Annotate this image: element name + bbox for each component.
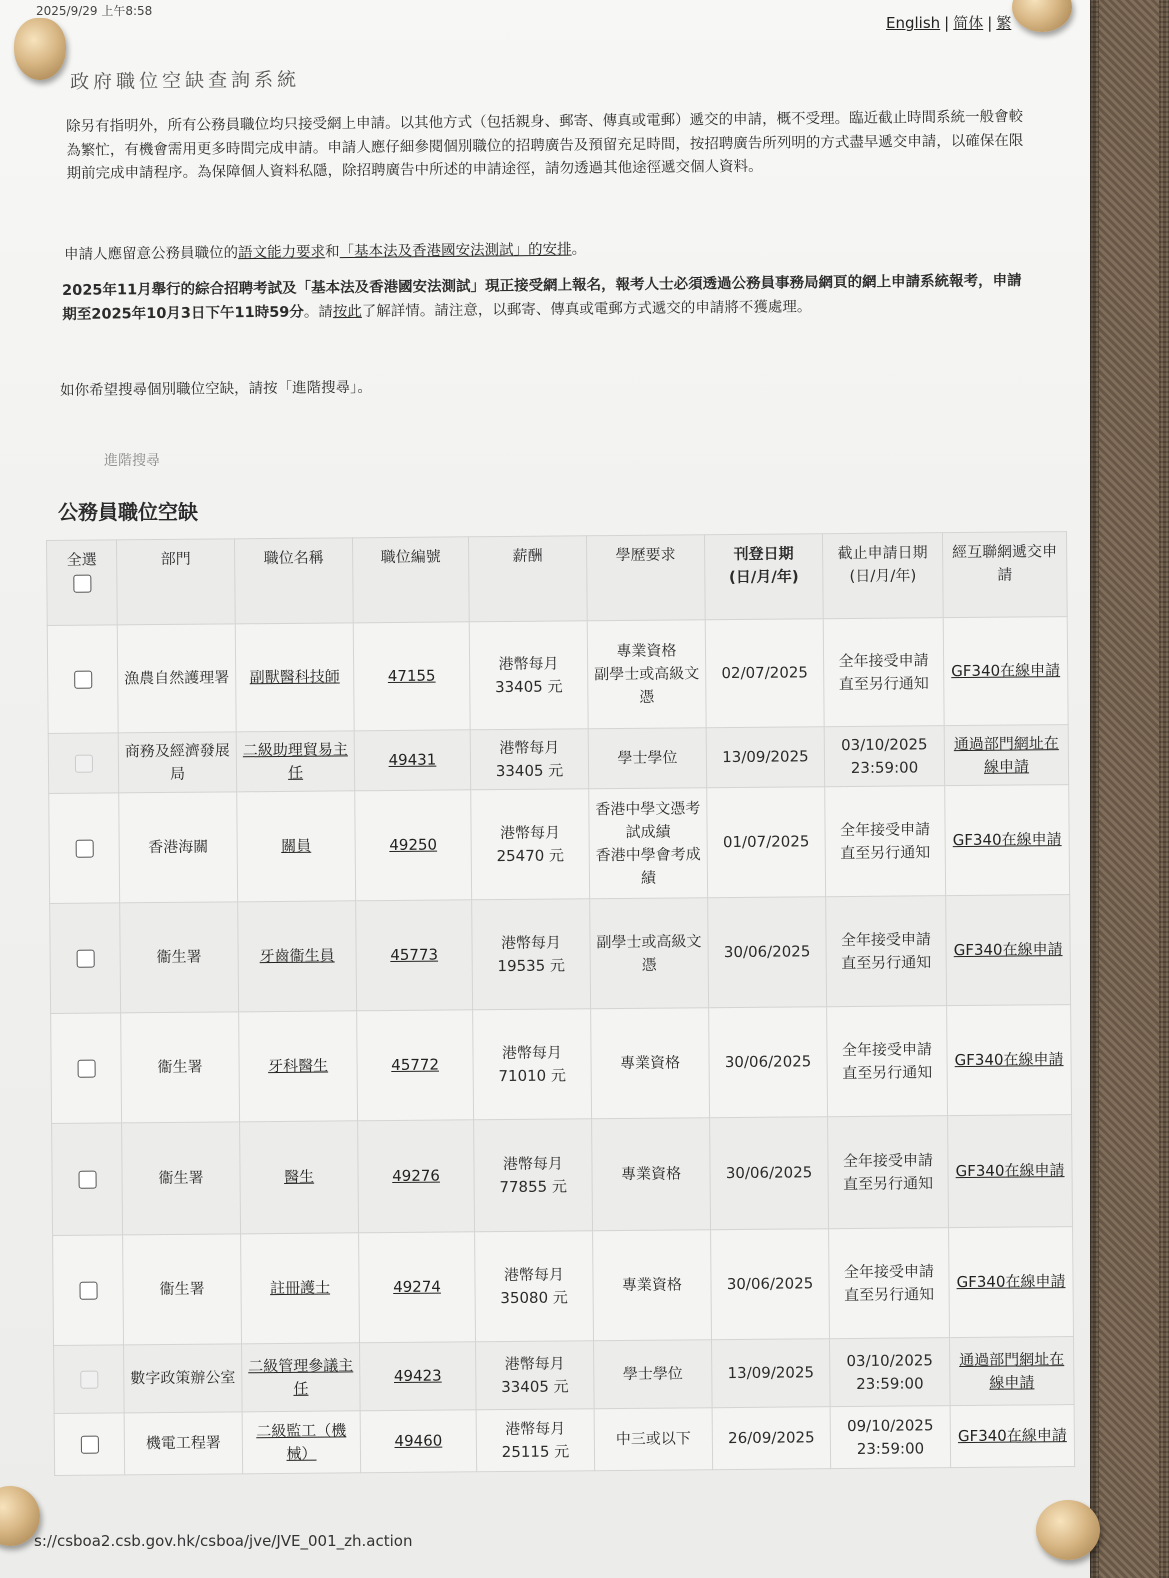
p3-part-b: 。請 xyxy=(303,303,333,320)
intro-paragraph-1: 除另有指明外，所有公務員職位均只接受網上申請。以其他方式（包括親身、郵寄、傳真或電郵）遞交的申請，概不受理。臨近截止時間系統一般會較為繁忙，有機會需用更多時間完成申請。申請人應仔細參閱個別職位的招聘廣告及預留充足時間，按招聘廣告所列明的方式盡早遞交申請，以確保在限期前完成申請程序。為保障個人資料私隱，除招聘廣告中所述的申請途徑，請勿透過其他途徑遞交個人資料。 xyxy=(66,108,1024,182)
cell-post-title xyxy=(240,1121,359,1234)
table-row xyxy=(48,725,1068,794)
cell-publish-date xyxy=(705,619,824,728)
row-checkbox-cell xyxy=(52,1123,123,1236)
p2-suffix: 。 xyxy=(571,241,587,258)
cell-education-text: 香港中學文憑考試成績 香港中學會考成績 xyxy=(595,798,701,887)
table-row xyxy=(47,617,1068,734)
online-apply-link[interactable]: GF340在線申請 xyxy=(954,1050,1064,1070)
table-row xyxy=(49,785,1070,904)
advanced-search-button[interactable]: 進階搜尋 xyxy=(104,453,160,469)
table-row xyxy=(53,1227,1074,1346)
cell-education-text: 專業資格 xyxy=(620,1164,682,1184)
cell-education xyxy=(589,788,708,899)
cell-salary-text: 港幣每月 33405 元 xyxy=(501,1354,569,1396)
online-apply-link[interactable]: GF340在線申請 xyxy=(951,661,1061,681)
cell-closing-date-text: 全年接受申請 直至另行通知 xyxy=(842,1150,934,1193)
cell-post-title xyxy=(235,623,354,732)
online-apply-link[interactable]: GF340在線申請 xyxy=(957,1426,1067,1446)
post-no-link[interactable]: 49274 xyxy=(393,1277,441,1296)
post-no-link[interactable]: 49423 xyxy=(393,1366,442,1385)
cell-closing-date xyxy=(824,726,945,787)
cell-department-text: 衞生署 xyxy=(159,1279,205,1299)
cell-education-text: 專業資格 xyxy=(621,1275,683,1295)
lang-simplified-link[interactable]: 简体 xyxy=(953,14,984,32)
cell-department-text: 衞生署 xyxy=(158,1168,204,1188)
cell-department xyxy=(124,1344,243,1413)
header-education: 學歷要求 xyxy=(586,535,705,621)
lang-english-link[interactable]: English xyxy=(886,14,941,32)
online-apply-link[interactable]: 通過部門網址在線申請 xyxy=(953,733,1059,776)
cell-closing-date-text: 全年接受申請 直至另行通知 xyxy=(843,1261,935,1304)
header-department: 部門 xyxy=(117,539,236,625)
table-header-row xyxy=(47,532,1068,626)
cell-department xyxy=(117,624,236,733)
cell-education-text: 專業資格 副學士或高級文憑 xyxy=(594,641,700,706)
cell-publish-date-text: 30/06/2025 xyxy=(726,1274,814,1294)
cell-publish-date-text: 13/09/2025 xyxy=(722,747,809,767)
post-no-link[interactable]: 47155 xyxy=(387,666,436,686)
cell-publish-date-text: 26/09/2025 xyxy=(728,1428,815,1448)
cell-department-text: 商務及經濟發展局 xyxy=(124,740,230,783)
post-title-link[interactable]: 醫生 xyxy=(283,1167,315,1186)
online-apply-link[interactable]: GF340在線申請 xyxy=(952,830,1062,850)
cell-department xyxy=(120,902,239,1013)
cell-closing-date-text: 全年接受申請 直至另行通知 xyxy=(839,819,931,862)
online-apply-link[interactable]: 通過部門網址在線申請 xyxy=(959,1349,1065,1392)
cell-closing-date xyxy=(830,1406,951,1469)
cell-salary-text: 港幣每月 77855 元 xyxy=(499,1154,567,1196)
page-url: s://csboa2.csb.gov.hk/csboa/jve/JVE_001_zh.action xyxy=(34,1532,413,1550)
post-no-link[interactable]: 49460 xyxy=(394,1431,443,1450)
online-apply-link[interactable]: GF340在線申請 xyxy=(955,1161,1065,1181)
cell-salary-text: 港幣每月 25470 元 xyxy=(496,823,565,865)
cell-post-title xyxy=(239,1011,358,1122)
row-checkbox xyxy=(80,1370,98,1388)
cell-post-title xyxy=(242,1343,361,1412)
cell-post-no xyxy=(360,1410,477,1473)
cell-online-apply xyxy=(948,1115,1073,1228)
cell-salary xyxy=(470,729,589,790)
row-checkbox[interactable] xyxy=(80,1435,98,1453)
cell-publish-date-text: 13/09/2025 xyxy=(727,1363,815,1383)
cell-education-text: 副學士或高級文憑 xyxy=(596,931,702,974)
vacancy-table xyxy=(46,531,1075,1476)
cell-online-apply xyxy=(946,895,1071,1006)
row-checkbox-cell xyxy=(49,793,120,904)
cell-salary xyxy=(471,789,590,900)
cell-salary-text: 港幣每月 35080 元 xyxy=(500,1265,568,1307)
cell-salary xyxy=(469,621,588,730)
language-requirement-link[interactable]: 語文能力要求 xyxy=(238,244,326,262)
cell-closing-date-text: 09/10/2025 23:59:00 xyxy=(846,1415,934,1458)
cell-publish-date-text: 02/07/2025 xyxy=(721,663,808,683)
intro-paragraph-2 xyxy=(64,234,1024,268)
cell-department xyxy=(124,1412,243,1475)
p3-part-a: 2025年11月舉行的綜合招聘考試及「基本法及香港國安法測試」現正接受網上報名，報考人士必須透過公務員事務局網頁的網上申請系統報考，申請期至 xyxy=(62,272,1022,323)
cell-salary xyxy=(472,899,591,1010)
cell-post-title xyxy=(238,901,357,1012)
table-row xyxy=(50,895,1071,1014)
cell-publish-date-text: 30/06/2025 xyxy=(724,1052,812,1072)
cell-post-no xyxy=(355,790,472,901)
p2-prefix: 申請人應留意公務員職位的 xyxy=(64,245,239,263)
cell-education-text: 中三或以下 xyxy=(615,1429,691,1449)
click-here-link[interactable]: 按此 xyxy=(332,303,362,320)
cell-department-text: 香港海關 xyxy=(148,837,209,857)
cell-department-text: 衞生署 xyxy=(156,947,202,967)
cell-publish-date xyxy=(706,727,825,788)
cell-department-text: 衞生署 xyxy=(157,1057,203,1077)
cell-publish-date xyxy=(708,897,827,1008)
cell-education xyxy=(587,620,706,729)
language-switcher: English | 简体 | 繁 xyxy=(886,14,1012,32)
row-checkbox[interactable] xyxy=(77,1059,95,1077)
fabric-strap xyxy=(1088,0,1169,1578)
cell-online-apply xyxy=(950,1405,1075,1468)
cell-education xyxy=(594,1408,713,1471)
row-checkbox[interactable] xyxy=(76,949,94,967)
intro-paragraph-4: 如你希望搜尋個別職位空缺，請按「進階搜尋」。 xyxy=(60,379,372,399)
header-post-no: 職位編號 xyxy=(352,537,469,623)
cell-closing-date-text: 全年接受申請 直至另行通知 xyxy=(841,1039,933,1082)
select-all-label: 全選 xyxy=(66,550,97,569)
cell-post-title xyxy=(241,1233,360,1344)
system-title: 政府職位空缺查詢系統 xyxy=(69,68,301,94)
post-no-link[interactable]: 49431 xyxy=(388,750,437,770)
header-select-all xyxy=(47,540,118,626)
cell-post-title xyxy=(237,791,356,902)
post-title-link[interactable]: 二級監工（機械） xyxy=(256,1420,347,1463)
p3-part-c: 了解詳情。請注意，以郵寄、傳真或電郵方式遞交的申請將不獲處理。 xyxy=(361,298,812,320)
cell-post-no xyxy=(357,1010,474,1121)
row-checkbox-cell xyxy=(50,903,121,1014)
header-online-apply: 經互聯網遞交申請 xyxy=(942,532,1067,618)
cell-online-apply xyxy=(945,785,1070,896)
cell-salary-text: 港幣每月 33405 元 xyxy=(495,738,564,780)
cell-education xyxy=(593,1230,712,1341)
cell-education xyxy=(588,728,707,789)
push-pin-top-left xyxy=(14,18,66,80)
header-closing-date: 截止申請日期 (日/月/年) xyxy=(822,533,943,619)
row-checkbox-cell xyxy=(47,625,118,734)
cell-department-text: 漁農自然護理署 xyxy=(124,668,230,688)
cell-post-no xyxy=(353,622,470,731)
row-checkbox[interactable] xyxy=(75,839,93,857)
cell-publish-date-text: 01/07/2025 xyxy=(722,832,810,852)
cell-department xyxy=(122,1122,241,1235)
row-checkbox-cell xyxy=(48,733,119,794)
vacancy-section-title: 公務員職位空缺 xyxy=(58,500,198,524)
cell-closing-date xyxy=(826,896,947,1007)
cell-closing-date xyxy=(829,1338,950,1407)
cell-online-apply xyxy=(949,1337,1074,1406)
cell-department xyxy=(118,732,237,793)
cell-salary xyxy=(474,1119,593,1232)
cell-post-title xyxy=(242,1411,361,1474)
cell-post-title xyxy=(236,731,355,792)
post-title-link[interactable]: 牙科醫生 xyxy=(268,1056,329,1076)
post-title-link[interactable]: 註冊護士 xyxy=(269,1278,331,1298)
table-row xyxy=(54,1405,1075,1476)
header-publish-date: 刊登日期 (日/月/年) xyxy=(704,534,823,620)
cell-salary-text: 港幣每月 71010 元 xyxy=(498,1043,567,1085)
row-checkbox[interactable] xyxy=(79,1281,97,1299)
row-checkbox-cell xyxy=(53,1235,124,1346)
cell-post-no xyxy=(360,1342,477,1411)
basic-law-test-link[interactable]: 「基本法及香港國安法測試」的安排 xyxy=(339,241,572,261)
cell-online-apply xyxy=(943,617,1068,726)
cell-department xyxy=(119,792,238,903)
cell-closing-date-text: 全年接受申請 直至另行通知 xyxy=(840,929,932,972)
row-checkbox xyxy=(74,754,92,772)
post-no-link[interactable]: 45773 xyxy=(390,945,439,965)
cell-department xyxy=(121,1012,240,1123)
cell-closing-date xyxy=(829,1228,950,1339)
intro-paragraph-3 xyxy=(62,270,1022,327)
cell-publish-date xyxy=(707,787,826,898)
header-salary: 薪酬 xyxy=(468,536,587,622)
cell-department-text: 機電工程署 xyxy=(145,1433,221,1453)
post-no-link[interactable]: 49250 xyxy=(389,835,438,855)
cell-salary xyxy=(475,1231,594,1342)
cell-closing-date xyxy=(827,1006,948,1117)
cell-publish-date xyxy=(709,1007,828,1118)
cell-publish-date-text: 30/06/2025 xyxy=(725,1163,813,1183)
cell-closing-date-text: 03/10/2025 23:59:00 xyxy=(846,1350,934,1393)
cell-online-apply xyxy=(949,1227,1074,1338)
cell-department xyxy=(123,1234,242,1345)
cell-publish-date xyxy=(712,1339,831,1408)
cell-publish-date xyxy=(711,1229,830,1340)
cell-closing-date-text: 03/10/2025 23:59:00 xyxy=(841,734,928,777)
cell-closing-date xyxy=(825,786,946,897)
cell-salary-text: 港幣每月 25115 元 xyxy=(501,1419,570,1461)
lang-traditional-link[interactable]: 繁 xyxy=(996,14,1012,32)
cell-education xyxy=(592,1118,711,1231)
cell-post-no xyxy=(359,1232,476,1343)
row-checkbox[interactable] xyxy=(74,670,92,688)
cell-post-no xyxy=(356,900,473,1011)
online-apply-link[interactable]: GF340在線申請 xyxy=(956,1272,1066,1292)
row-checkbox-cell xyxy=(51,1013,122,1124)
cell-salary-text: 港幣每月 33405 元 xyxy=(494,654,563,696)
select-all-checkbox[interactable] xyxy=(73,574,91,592)
cell-education-text: 學士學位 xyxy=(617,748,678,768)
table-row xyxy=(51,1005,1072,1124)
post-title-link[interactable]: 二級助理貿易主任 xyxy=(242,739,348,782)
row-checkbox-cell xyxy=(54,1345,125,1414)
cell-closing-date-text: 全年接受申請 直至另行通知 xyxy=(838,650,929,693)
online-apply-link[interactable]: GF340在線申請 xyxy=(953,940,1063,960)
cell-department-text: 數字政策辦公室 xyxy=(130,1368,236,1388)
cell-post-no xyxy=(354,730,471,791)
post-title-link[interactable]: 牙齒衞生員 xyxy=(259,946,335,966)
cell-salary-text: 港幣每月 19535 元 xyxy=(497,933,566,975)
header-post-title: 職位名稱 xyxy=(234,538,353,624)
push-pin-bottom-right xyxy=(1036,1500,1100,1560)
post-title-link[interactable]: 關員 xyxy=(281,836,312,855)
cell-education xyxy=(594,1340,713,1409)
fabric-strap-texture xyxy=(1099,0,1159,1578)
cell-education-text: 專業資格 xyxy=(619,1053,681,1073)
p3-deadline: 2025年10月3日下午11時59分 xyxy=(91,303,304,323)
cell-publish-date xyxy=(710,1117,829,1230)
cell-publish-date xyxy=(712,1407,831,1470)
post-title-link[interactable]: 副獸醫科技師 xyxy=(249,667,340,687)
cell-education xyxy=(591,1008,710,1119)
cell-closing-date xyxy=(828,1116,949,1229)
vacancy-table-wrapper xyxy=(46,531,1074,1476)
row-checkbox[interactable] xyxy=(78,1170,96,1188)
cell-online-apply xyxy=(944,725,1069,786)
table-row xyxy=(54,1337,1075,1414)
post-title-link[interactable]: 二級管理參議主任 xyxy=(248,1355,354,1398)
cell-salary xyxy=(476,1341,595,1410)
print-timestamp: 2025/9/29 上午8:58 xyxy=(36,4,153,18)
cell-closing-date xyxy=(823,618,944,727)
post-no-link[interactable]: 49276 xyxy=(392,1166,440,1186)
cell-education xyxy=(590,898,709,1009)
cell-salary xyxy=(473,1009,592,1120)
cell-post-no xyxy=(358,1120,475,1233)
row-checkbox-cell xyxy=(54,1413,125,1476)
post-no-link[interactable]: 45772 xyxy=(391,1055,440,1075)
cell-publish-date-text: 30/06/2025 xyxy=(723,942,811,962)
cell-education-text: 學士學位 xyxy=(622,1364,683,1383)
table-row xyxy=(52,1115,1073,1236)
cell-salary xyxy=(476,1409,595,1472)
cell-online-apply xyxy=(947,1005,1072,1116)
p2-mid: 和 xyxy=(325,244,340,261)
